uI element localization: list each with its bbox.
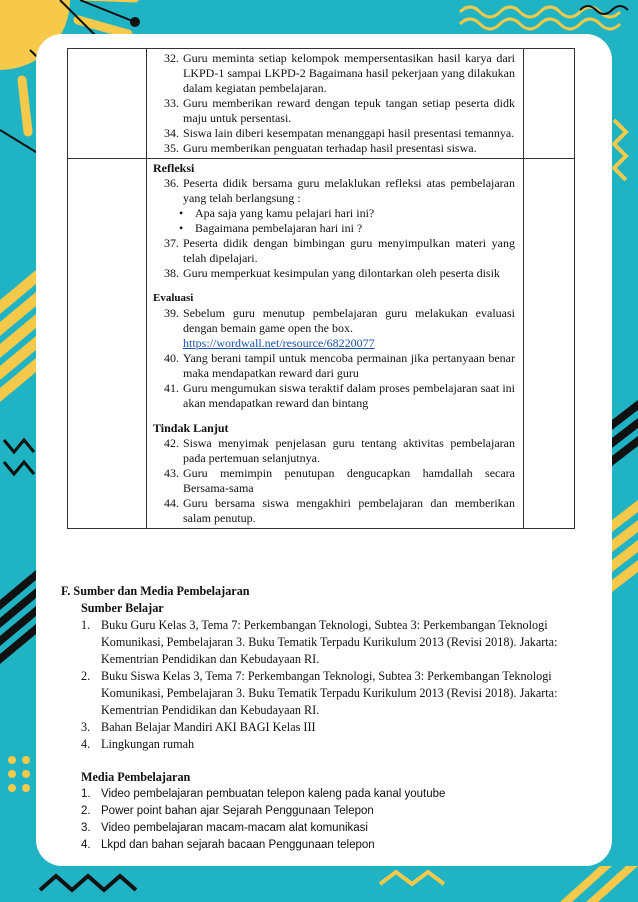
list-item: 42. Siswa menyimak penjelasan guru tentang aktivitas pembelajaran pada pertemuan selanjutnya. <box>164 436 515 465</box>
list-item: 33. Guru memberikan reward dengan tepuk tangan setiap peserta didk maju untuk persentasi. <box>164 96 515 125</box>
section-title: F. Sumber dan Media Pembelajaran <box>61 584 250 598</box>
bullet-icon: • <box>179 221 184 235</box>
list-item: 37. Peserta didik dengan bimbingan guru menyimpulkan materi yang telah dipelajari. <box>164 236 515 265</box>
list-item: • Apa saja yang kamu pelajari hari ini? <box>179 206 375 220</box>
list-item: 2. Buku Siswa Kelas 3, Tema 7: Perkembangan Teknologi, Subtea 3: Perkembangan Teknologi Komunikasi, Pembelajaran 3. Buku Tematik Terpadu Kurikulum 2013 (Revisi 2018). Jakarta: Kementrian Pendidikan dan Kebudayaan RI. <box>81 669 558 717</box>
sumber-media-section <box>61 583 581 854</box>
wordwall-link[interactable]: https://wordwall.net/resource/68220077 <box>183 336 375 350</box>
sumber-belajar-heading: Sumber Belajar <box>81 601 164 615</box>
list-item: 36. Peserta didik bersama guru melaklukan refleksi atas pembelajaran yang telah berlangsung : <box>164 176 515 205</box>
list-item: 32. Guru meminta setiap kelompok mempersentasikan hasil karya dari LKPD-1 sampai LKPD-2 Bagaimana hasil pekerjaan yang dilakukan dalam kegiatan pembelajaran. <box>164 51 515 95</box>
list-item: 3. Video pembelajaran macam-macam alat komunikasi <box>81 822 368 834</box>
bullet-icon: • <box>179 206 184 220</box>
refleksi-heading: Refleksi <box>153 161 195 175</box>
list-item: 43. Guru memimpin penutupan dengucapkan hamdallah secara Bersama-sama <box>164 466 515 495</box>
list-item: 4. Lingkungan rumah <box>81 737 195 751</box>
list-item: 4. Lkpd dan bahan sejarah bacaan Penggunaan telepon <box>81 839 375 851</box>
list-item: 3. Bahan Belajar Mandiri AKI BAGI Kelas III <box>81 720 316 734</box>
list-item: 41. Guru mengumukan siswa teraktif dalam proses pembelajaran saat ini akan mendapatkan reward dan bintang <box>164 381 515 410</box>
list-item: 34. Siswa lain diberi kesempatan menanggapi hasil presentasi temannya. <box>164 126 515 140</box>
list-item: 40. Yang berani tampil untuk mencoba permainan jika pertanyaan benar maka mendapatkan reward dari guru <box>164 351 515 380</box>
list-item: 44. Guru bersama siswa mengakhiri pembelajaran dan memberikan salam penutup. <box>164 496 515 525</box>
list-item: 39. Sebelum guru menutup pembelajaran guru melakukan evaluasi dengan bemain game open the box. https://wordwall.net/resource/68220077 <box>164 306 515 350</box>
activity-table <box>67 48 575 529</box>
tindak-lanjut-heading: Tindak Lanjut <box>153 421 229 435</box>
list-item: • Bagaimana pembelajaran hari ini ? <box>179 221 363 235</box>
list-item: 1. Video pembelajaran pembuatan telepon kaleng pada kanal youtube <box>81 788 446 800</box>
table-row <box>68 159 575 529</box>
evaluasi-heading: Evaluasi <box>153 292 194 304</box>
list-item: 2. Power point bahan ajar Sejarah Penggunaan Telepon <box>81 805 374 817</box>
list-item: 38. Guru memperkuat kesimpulan yang dilontarkan oleh peserta disik <box>164 266 500 280</box>
table-row <box>68 49 575 159</box>
list-item: 35. Guru memberikan penguatan terhadap hasil presentasi siswa. <box>164 141 477 155</box>
list-item: 1. Buku Guru Kelas 3, Tema 7: Perkembangan Teknologi, Subtea 3: Perkembangan Teknologi Komunikasi, Pembelajaran 3. Buku Tematik Terpadu Kurikulum 2013 (Revisi 2018). Jakarta: Kementrian Pendidikan dan Kebudayaan RI. <box>81 618 558 666</box>
media-pembelajaran-heading: Media Pembelajaran <box>81 770 191 784</box>
